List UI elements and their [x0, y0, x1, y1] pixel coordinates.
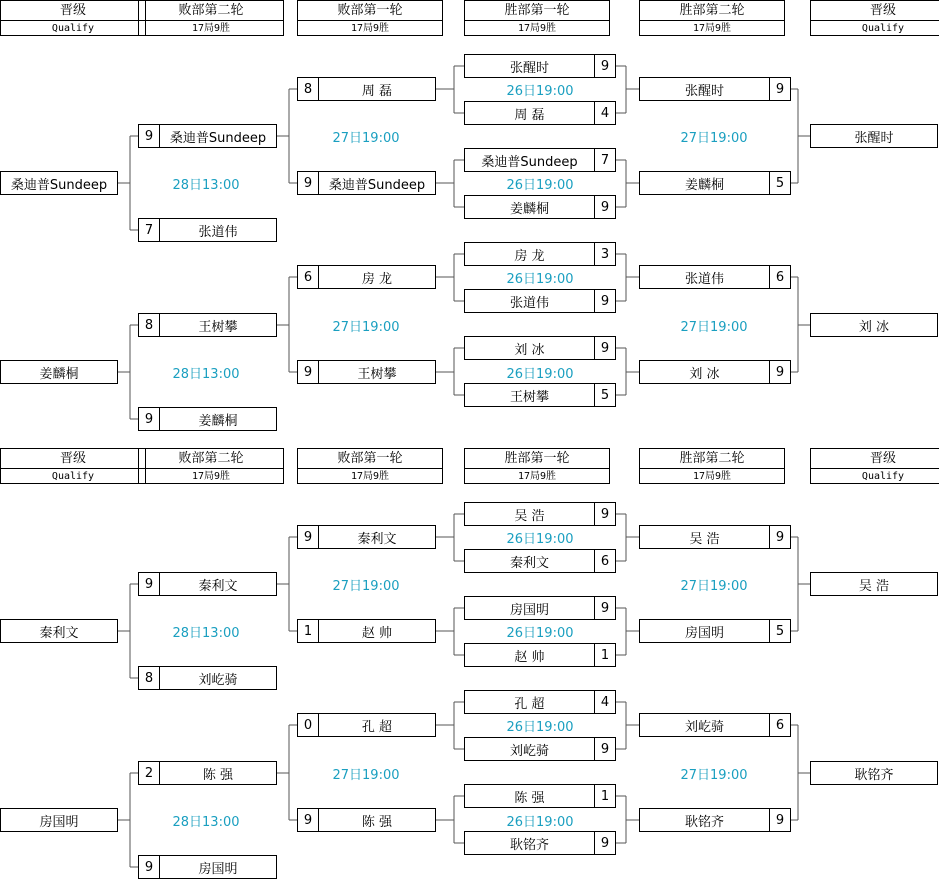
player-name: 张道伟: [684, 271, 724, 287]
score: 9: [594, 55, 615, 77]
player-name: 赵 帅: [514, 649, 545, 665]
match-time: 27日19:00: [680, 768, 748, 783]
match-time: 27日19:00: [332, 768, 400, 783]
column-title: 胜部第一轮: [465, 449, 609, 469]
match-time: 28日13:00: [172, 815, 240, 830]
player-name: 张道伟: [198, 224, 238, 240]
match-time: 26日19:00: [506, 272, 574, 287]
column-subtitle: 17局9胜: [517, 471, 557, 482]
player-name: 张醒时: [684, 83, 724, 99]
score: 9: [594, 196, 615, 218]
score: 9: [594, 597, 615, 619]
score: 9: [139, 408, 160, 430]
player-name: 王树攀: [198, 319, 238, 335]
player-name: 陈 强: [361, 814, 393, 830]
player-name: 姜麟桐: [39, 366, 79, 382]
player-name: 桑迪普Sundeep: [169, 130, 267, 146]
player-name: 耿铭齐: [854, 767, 894, 783]
player-name: 吴 浩: [689, 531, 720, 547]
column-title: 败部第一轮: [298, 449, 442, 469]
column-title: 晋级: [811, 449, 939, 469]
match-time: 26日19:00: [506, 178, 574, 193]
column-title: 胜部第二轮: [640, 1, 784, 21]
match-time: 27日19:00: [680, 320, 748, 335]
column-title: 败部第一轮: [298, 1, 442, 21]
score: 6: [769, 266, 790, 288]
player-name: 房国明: [684, 625, 724, 641]
column-subtitle: 17局9胜: [517, 23, 557, 34]
score: 2: [139, 762, 160, 784]
column-subtitle: 17局9胜: [350, 471, 390, 482]
match-time: 26日19:00: [506, 532, 574, 547]
column-subtitle: Qualify: [861, 23, 905, 34]
player-name: 王树攀: [357, 366, 397, 382]
score: 4: [594, 102, 615, 124]
score: 6: [769, 714, 790, 736]
match-time: 26日19:00: [506, 720, 574, 735]
column-subtitle: 17局9胜: [350, 23, 390, 34]
player-name: 王树攀: [509, 389, 549, 405]
score: 9: [594, 503, 615, 525]
player-name: 桑迪普Sundeep: [481, 154, 578, 170]
player-name: 张醒时: [854, 130, 894, 146]
score: 3: [594, 243, 615, 265]
player-name: 姜麟桐: [198, 413, 238, 429]
player-name: 张醒时: [509, 60, 549, 76]
score: 9: [139, 125, 160, 147]
player-name: 秦利文: [39, 625, 79, 641]
player-name: 刘屹骑: [509, 743, 549, 759]
column-subtitle: 17局9胜: [191, 23, 231, 34]
player-name: 姜麟桐: [684, 177, 724, 193]
player-name: 姜麟桐: [509, 201, 549, 217]
player-name: 桑迪普Sundeep: [328, 177, 426, 193]
score: 1: [594, 644, 615, 666]
match-time: 27日19:00: [332, 320, 400, 335]
player-name: 刘屹骑: [684, 719, 724, 735]
column-subtitle: Qualify: [861, 471, 905, 482]
player-name: 房 龙: [361, 271, 393, 287]
player-name: 房国明: [509, 602, 549, 618]
player-name: 房国明: [39, 814, 79, 830]
player-name: 刘屹骑: [198, 672, 238, 688]
player-name: 陈 强: [202, 767, 234, 783]
column-subtitle: Qualify: [51, 471, 95, 482]
column-subtitle: 17局9胜: [692, 23, 732, 34]
match-time: 27日19:00: [680, 131, 748, 146]
score: 5: [769, 620, 790, 642]
player-name: 吴 浩: [858, 578, 890, 594]
match-time: 28日13:00: [172, 626, 240, 641]
score: 9: [298, 361, 319, 383]
score: 9: [594, 337, 615, 359]
player-name: 刘 冰: [858, 319, 890, 335]
player-name: 孔 超: [361, 719, 393, 735]
column-title: 胜部第一轮: [465, 1, 609, 21]
match-time: 26日19:00: [506, 84, 574, 99]
score: 4: [594, 691, 615, 713]
player-name: 秦利文: [357, 531, 397, 547]
score: 9: [594, 832, 615, 854]
match-time: 27日19:00: [332, 579, 400, 594]
player-name: 孔 超: [514, 696, 545, 712]
score: 9: [769, 809, 790, 831]
score: 0: [298, 714, 319, 736]
player-name: 陈 强: [514, 790, 545, 806]
player-name: 刘 冰: [689, 366, 720, 382]
score: 6: [594, 550, 615, 572]
match-time: 28日13:00: [172, 367, 240, 382]
player-name: 赵 帅: [361, 625, 393, 641]
score: 5: [594, 384, 615, 406]
match-time: 27日19:00: [332, 131, 400, 146]
score: 5: [769, 172, 790, 194]
column-title: 败部第二轮: [139, 1, 283, 21]
player-name: 房 龙: [514, 248, 545, 264]
player-name: 秦利文: [509, 555, 549, 571]
score: 9: [769, 361, 790, 383]
score: 9: [769, 526, 790, 548]
player-name: 周 磊: [514, 107, 545, 123]
column-title: 败部第二轮: [139, 449, 283, 469]
score: 9: [769, 78, 790, 100]
player-name: 秦利文: [198, 578, 238, 594]
player-name: 耿铭齐: [684, 814, 724, 830]
score: 8: [139, 667, 160, 689]
score: 7: [594, 149, 615, 171]
match-time: 27日19:00: [680, 579, 748, 594]
score: 1: [298, 620, 319, 642]
score: 9: [298, 809, 319, 831]
player-name: 耿铭齐: [509, 837, 549, 853]
column-title: 晋级: [1, 1, 145, 21]
column-subtitle: 17局9胜: [191, 471, 231, 482]
player-name: 周 磊: [361, 83, 393, 99]
score: 7: [139, 219, 160, 241]
column-title: 晋级: [1, 449, 145, 469]
column-title: 晋级: [811, 1, 939, 21]
score: 8: [298, 78, 319, 100]
match-time: 28日13:00: [172, 178, 240, 193]
player-name: 房国明: [198, 861, 238, 877]
score: 8: [139, 314, 160, 336]
column-subtitle: Qualify: [51, 23, 95, 34]
match-time: 26日19:00: [506, 815, 574, 830]
score: 9: [594, 290, 615, 312]
match-time: 26日19:00: [506, 367, 574, 382]
player-name: 吴 浩: [514, 508, 545, 524]
score: 9: [298, 526, 319, 548]
score: 1: [594, 785, 615, 807]
player-name: 刘 冰: [514, 342, 545, 358]
score: 9: [139, 573, 160, 595]
match-time: 26日19:00: [506, 626, 574, 641]
score: 9: [298, 172, 319, 194]
column-subtitle: 17局9胜: [692, 471, 732, 482]
score: 6: [298, 266, 319, 288]
player-name: 桑迪普Sundeep: [10, 177, 108, 193]
column-title: 胜部第二轮: [640, 449, 784, 469]
score: 9: [594, 738, 615, 760]
score: 9: [139, 856, 160, 878]
player-name: 张道伟: [509, 295, 549, 311]
